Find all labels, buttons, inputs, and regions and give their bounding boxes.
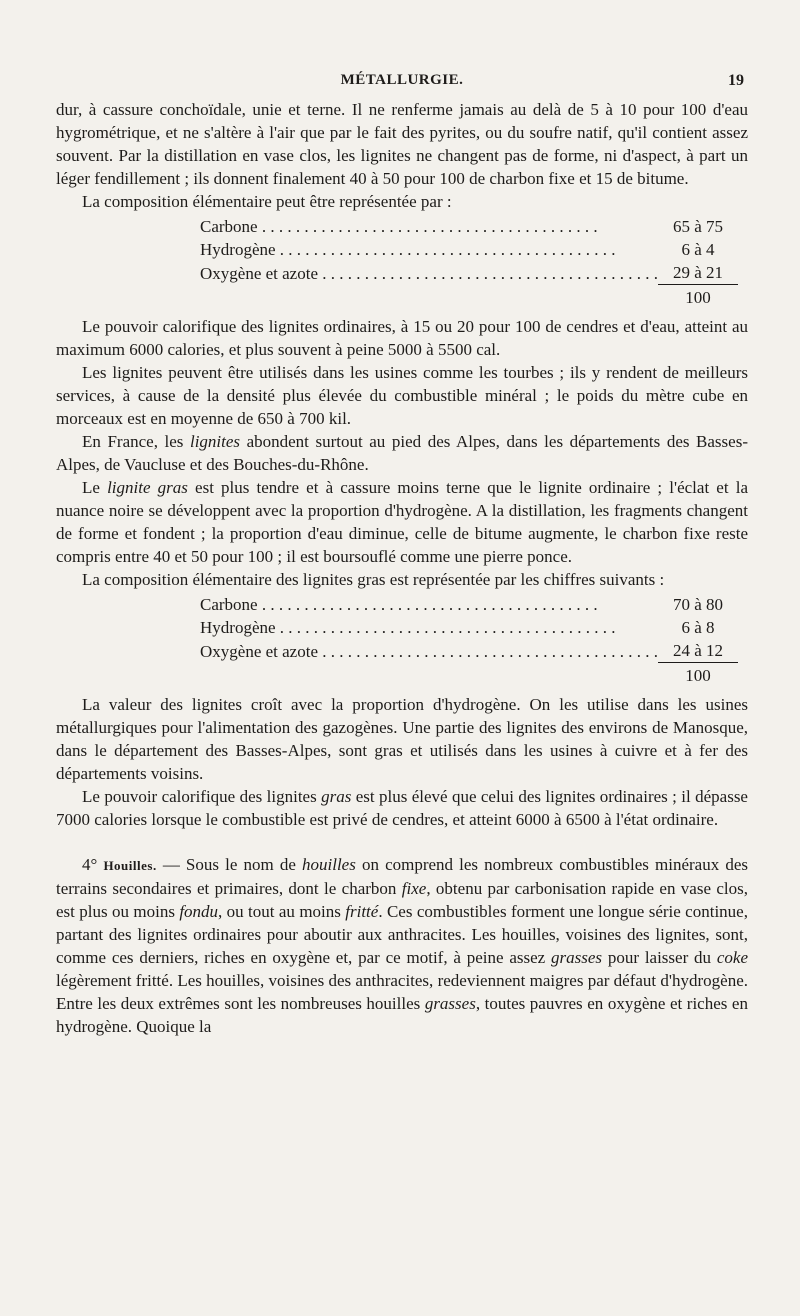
table-row	[200, 261, 738, 285]
table-row	[200, 639, 738, 663]
element-label: Carbone . . .	[200, 593, 658, 616]
element-label: Hydrogène . . .	[200, 616, 658, 639]
element-label: Carbone . . .	[200, 215, 658, 238]
element-label: Hydrogène . . .	[200, 238, 658, 261]
table-total-row	[200, 663, 738, 690]
element-value: 70 à 80	[672, 595, 724, 614]
paragraph-lignite-description: dur, à cassure conchoïdale, unie et terne. Il ne renferme jamais au delà de 5 à 10 pour 100 d'eau hygrométrique, et ne s'altère à l'air que par le fait des pyrites, ou du soufre natif, qu'il contient assez souvent. Par la distillation en vase clos, les lignites ne changent pas de forme, ni d'aspect, à part un léger fendillement ; ils donnent finalement 40 à 50 pour 100 de charbon fixe et 15 de bitume.	[56, 100, 748, 188]
paragraph-houilles: 4° Houilles. — Sous le nom de houilles on comprend les nombreux combustibles minéraux des terrains secondaires et primaires, dont le charbon fixe, obtenu par carbonisation rapide en vase clos, est plus ou moins fondu, ou tout au moins fritté. Ces combustibles forment une longue série continue, partant des lignites ordinaires pour aboutir aux anthracites. Les houilles, voisines des lignites, sont, comme ces derniers, riches en oxygène et, par ce motif, à peine assez grasses pour laisser du coke légèrement fritté. Les houilles, voisines des anthracites, redeviennent maigres par défaut d'hydrogène. Entre les deux extrêmes sont les nombreuses houilles grasses, toutes pauvres en oxygène et riches en hydrogène. Quoique la	[56, 855, 749, 1036]
paragraph-calorific-power: Le pouvoir calorifique des lignites ordinaires, à 15 ou 20 pour 100 de cendres et d'eau, atteint au maximum 6000 calories, et plus souvent à peine 5000 à 5500 cal.	[56, 317, 748, 359]
table-total: 100	[685, 288, 711, 307]
table-row	[200, 238, 738, 261]
element-value: 6 à 4	[681, 240, 715, 259]
paragraph-calorific-gras: Le pouvoir calorifique des lignites gras est plus élevé que celui des lignites ordinaires ; il dépasse 7000 calories lorsque le combustible est privé de cendres, et atteint 6000 à 6500 à l'état ordinaire.	[56, 787, 748, 829]
page-number: 19	[728, 72, 744, 89]
paragraph-value: La valeur des lignites croît avec la proportion d'hydrogène. On les utilise dans les usines métallurgiques pour l'alimentation des gazogènes. Une partie des lignites des environs de Manosque, dans le département des Basses-Alpes, sont gras et utilisés dans les usines à cuivre et à fer des départements voisins.	[56, 695, 748, 783]
element-label: Oxygène et azote . . .	[200, 261, 658, 285]
section-heading: Houilles.	[103, 858, 157, 873]
table-total: 100	[685, 666, 711, 685]
element-label: Oxygène et azote . . .	[200, 639, 658, 663]
element-value: 24 à 12	[658, 639, 738, 663]
table-row	[200, 616, 738, 639]
paragraph-composition-gras-intro: La composition élémentaire des lignites gras est représentée par les chiffres suivants :	[82, 570, 665, 589]
composition-table-gras	[200, 593, 738, 689]
running-header	[56, 72, 748, 96]
element-value: 6 à 8	[681, 618, 715, 637]
paragraph-lignite-gras: Le lignite gras est plus tendre et à cassure moins terne que le lignite ordinaire ; l'éclat et la nuance noire se développent avec la proportion d'hydrogène. A la distillation, les fragments changent de forme et fondent ; la proportion d'eau diminue, celle de bitume augmente, le charbon fixe reste compris entre 40 et 50 pour 100 ; il est boursouflé comme une pierre ponce.	[56, 478, 748, 566]
element-value: 65 à 75	[672, 217, 724, 236]
table-row	[200, 593, 738, 616]
paragraph-usage: Les lignites peuvent être utilisés dans les usines comme les tourbes ; ils y rendent de meilleurs services, à cause de la densité plus élevée du combustible minéral ; le poids du mètre cube en morceaux est en moyenne de 650 à 700 kil.	[56, 363, 748, 428]
paragraph-composition-intro: La composition élémentaire peut être représentée par :	[82, 192, 452, 211]
composition-table-ordinary	[200, 215, 738, 311]
paragraph-france: En France, les lignites abondent surtout au pied des Alpes, dans les départements des Basses-Alpes, de Vaucluse et des Bouches-du-Rhône.	[56, 432, 748, 474]
table-total-row	[200, 285, 738, 312]
table-row	[200, 215, 738, 238]
running-title: MÉTALLURGIE.	[340, 72, 464, 88]
element-value: 29 à 21	[658, 261, 738, 285]
page-body	[56, 98, 748, 1038]
